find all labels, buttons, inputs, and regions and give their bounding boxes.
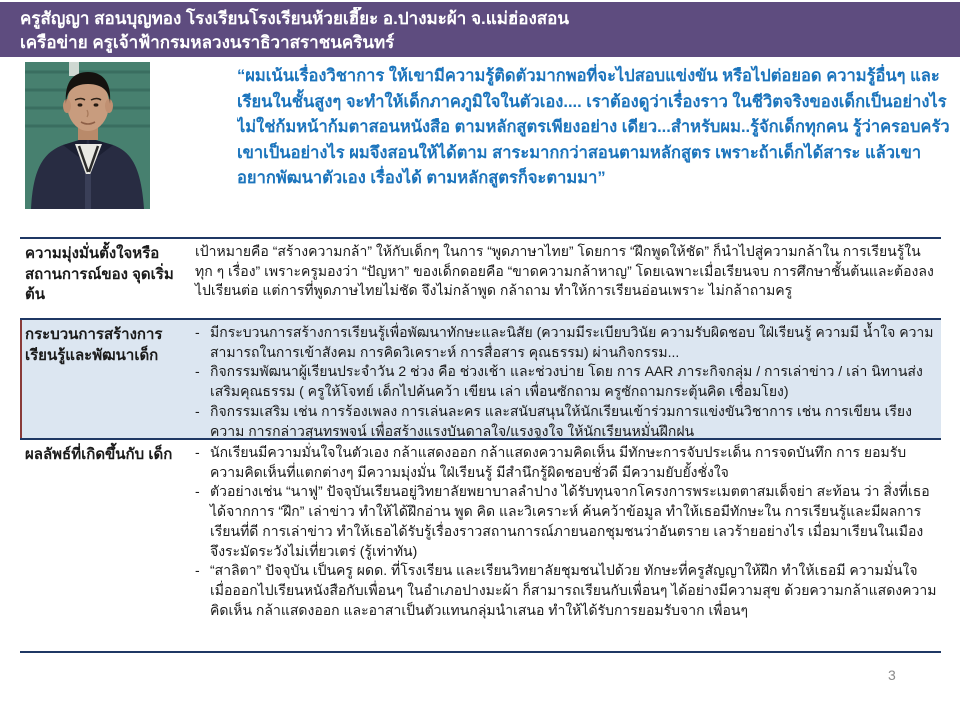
teacher-portrait-photo (25, 62, 150, 209)
dash-bullet-icon: - (195, 444, 200, 460)
table-row-process (20, 320, 941, 440)
list-item (195, 323, 937, 362)
row-content-motivation: เป้าหมายคือ “สร้างความกล้า” ให้กับเด็กๆ ในการ “พูดภาษาไทย” โดยการ “ฝึกพูดให้ชัด” ก็นำไปสู่ความกล้าใน การเรียนรู้ในทุก ๆ เรื่อง” เพราะครูมองว่า “ปัญหา” ของเด็กดอยคือ “ขาดความกล้าหาญ” โดยเฉพาะเมื่อเรียนจบ การศึกษาชั้นต้นและต้องลงไปเรียนต่อ แต่การที่พูดภาษไทยไม่ชัด จึงไม่กล้าพูด กล้าถาม ทำให้การเรียนอ่อนเพราะ ไม่กล้าถามครู (195, 243, 934, 299)
table-row-outcomes (20, 440, 941, 653)
dash-bullet-icon: - (195, 562, 200, 579)
list-item (195, 482, 937, 561)
header-title-line2: เครือข่าย ครูเจ้าฟ้ากรมหลวงนราธิวาสราชนครินทร์ (20, 33, 395, 52)
list-item (195, 402, 937, 440)
row-content-process (185, 320, 941, 438)
slide-header (0, 2, 960, 57)
list-item-text: ตัวอย่างเช่น “นาฟู” ปัจจุบันเรียนอยู่วิทยาลัยพยาบาลลำปาง ได้รับทุนจากโครงการพระเมตตาสมเด็จย่า สะท้อน ว่า สิ่งที่เธอได้จากการ “ฝึก” เล่าข่าว ทำให้ได้ฝึกอ่าน พูด คิด และวิเคราะห์ ค้นคว้าข้อมูล ทำให้เธอมีทักษะใน การเรียนรู้และมีผลการเรียนที่ดี การเล่าข่าว ทำให้เธอได้รับรู้เรื่องราวสถานการณ์ภายนอกชุมชนว่าอันตราย เลวร้ายอย่างไร เมื่อมาเรียนในเมืองจึงระมัดระวังไม่เที่ยวเตร่ (รู้เท่าทัน) (210, 483, 930, 559)
list-item-text: กิจกรรมพัฒนาผู้เรียนประจำวัน 2 ช่วง คือ ช่วงเช้า และช่วงบ่าย โดย การ AAR ภาระกิจกลุ่ม / การเล่าข่าว / เล่า นิทานส่งเสริมคุณธรรม ( ครูให้โจทย์ เด็กไปค้นคว้า เขียน เล่า เพื่อนซักถาม ครูซักถามกระตุ้นคิด เชื่อมโยง) (210, 363, 923, 400)
portrait-illustration (25, 62, 150, 209)
list-item (195, 561, 937, 620)
list-item-text: กิจกรรมเสริม เช่น การร้องเพลง การเล่นละคร และสนับสนุนให้นักเรียนเข้าร่วมการแข่งขันวิชาการ เช่น การเขียน เรียงความ การกล่าวสุนทรพจน์ เพื่อสร้างแรงบันดาลใจ/แรงจูงใจ ให้นักเรียนหมั่นฝึกฝน (210, 402, 912, 439)
row-left-accent-bar (20, 320, 22, 438)
row-content-outcomes (185, 440, 941, 651)
table-row-motivation (20, 239, 941, 320)
list-item-text: นักเรียนมีความมั่นใจในตัวเอง กล้าแสดงออก กล้าแสดงความคิดเห็น มีทักษะการจับประเด็น การจดบันทึก การ ยอมรับความคิดเห็นที่แตกต่างๆ มีความมุ่งมั่น ใฝ่เรียนรู้ มีสำนึกรู้ผิดชอบชั่วดี มีความยับยั้งชั่งใจ (210, 444, 907, 480)
row-header-process: กระบวนการสร้างการ เรียนรู้และพัฒนาเด็ก (25, 326, 163, 364)
list-item-text: “สาลิตา” ปัจจุบัน เป็นครู ผดด. ที่โรงเรียน และเรียนวิทยาลัยชุมชนไปด้วย ทักษะที่ครูสัญญาให้ฝึก ทำให้เธอมี ความมั่นใจ เมื่อออกไปเรียนหนังสือกับเพื่อนๆ ในอำเภอปางมะผ้า ก็สามารถเรียนกับเพื่อนๆ ได้อย่างมีความสุข ด้วยความกล้าแสดงความคิดเห็น กล้าแสดงออก และอาสาเป็นตัวแทนกลุ่มนำเสนอ ทำให้ได้รับการยอมรับจาก เพื่อนๆ (210, 562, 937, 618)
list-item-text: มีกระบวนการสร้างการเรียนรู้เพื่อพัฒนาทักษะและนิสัย (ความมีระเบียบวินัย ความรับผิดชอบ ใฝ่เรียนรู้ ความมี น้ำใจ ความสามารถในการเข้าสังคม การคิดวิเคราะห์ การสื่อสาร คุณธรรม) ผ่านกิจกรรม... (210, 324, 934, 360)
list-item (195, 362, 937, 401)
page-number: 3 (888, 667, 896, 683)
list-item (195, 443, 937, 482)
dash-bullet-icon: - (195, 483, 200, 500)
row-header-motivation: ความมุ่งมั่นตั้งใจหรือ สถานการณ์ของ จุดเริ่มต้น (25, 245, 174, 303)
teacher-quote: “ผมเน้นเรื่องวิชาการ ให้เขามีความรู้ติดตัวมากพอที่จะไปสอบแข่งขัน หรือไปต่อยอด ความรู้อื่นๆ และเรียนในชั้นสูงๆ จะทำให้เด็กภาคภูมิใจในตัวเอง.... เราต้องดูว่าเรื่องราว ในชีวิตจริงของเด็กเป็นอย่างไร ไม่ใช่ก้มหน้าก้มตาสอนหนังสือ ตามหลักสูตรเพียงอย่าง เดียว...สำหรับผม..รู้จักเด็กทุกคน รู้ว่าครอบครัวเขาเป็นอย่างไร ผมจึงสอนให้ได้ตาม สาระมากกว่าสอนตามหลักสูตร เพราะถ้าเด็กได้สาระ แล้วเขาอยากพัฒนาตัวเอง เรื่องได้ ตามหลักสูตรก็จะตามมา” (237, 67, 950, 187)
header-title-line1: ครูสัญญา สอนบุญทอง โรงเรียนโรงเรียนห้วยเฮี๊ยะ อ.ปางมะผ้า จ.แม่ฮ่องสอน (20, 9, 570, 28)
dash-bullet-icon: - (195, 402, 200, 419)
dash-bullet-icon: - (195, 363, 200, 380)
case-study-table (20, 237, 941, 653)
dash-bullet-icon: - (195, 324, 200, 340)
row-header-outcomes: ผลลัพธ์ที่เกิดขึ้นกับ เด็ก (25, 446, 173, 463)
